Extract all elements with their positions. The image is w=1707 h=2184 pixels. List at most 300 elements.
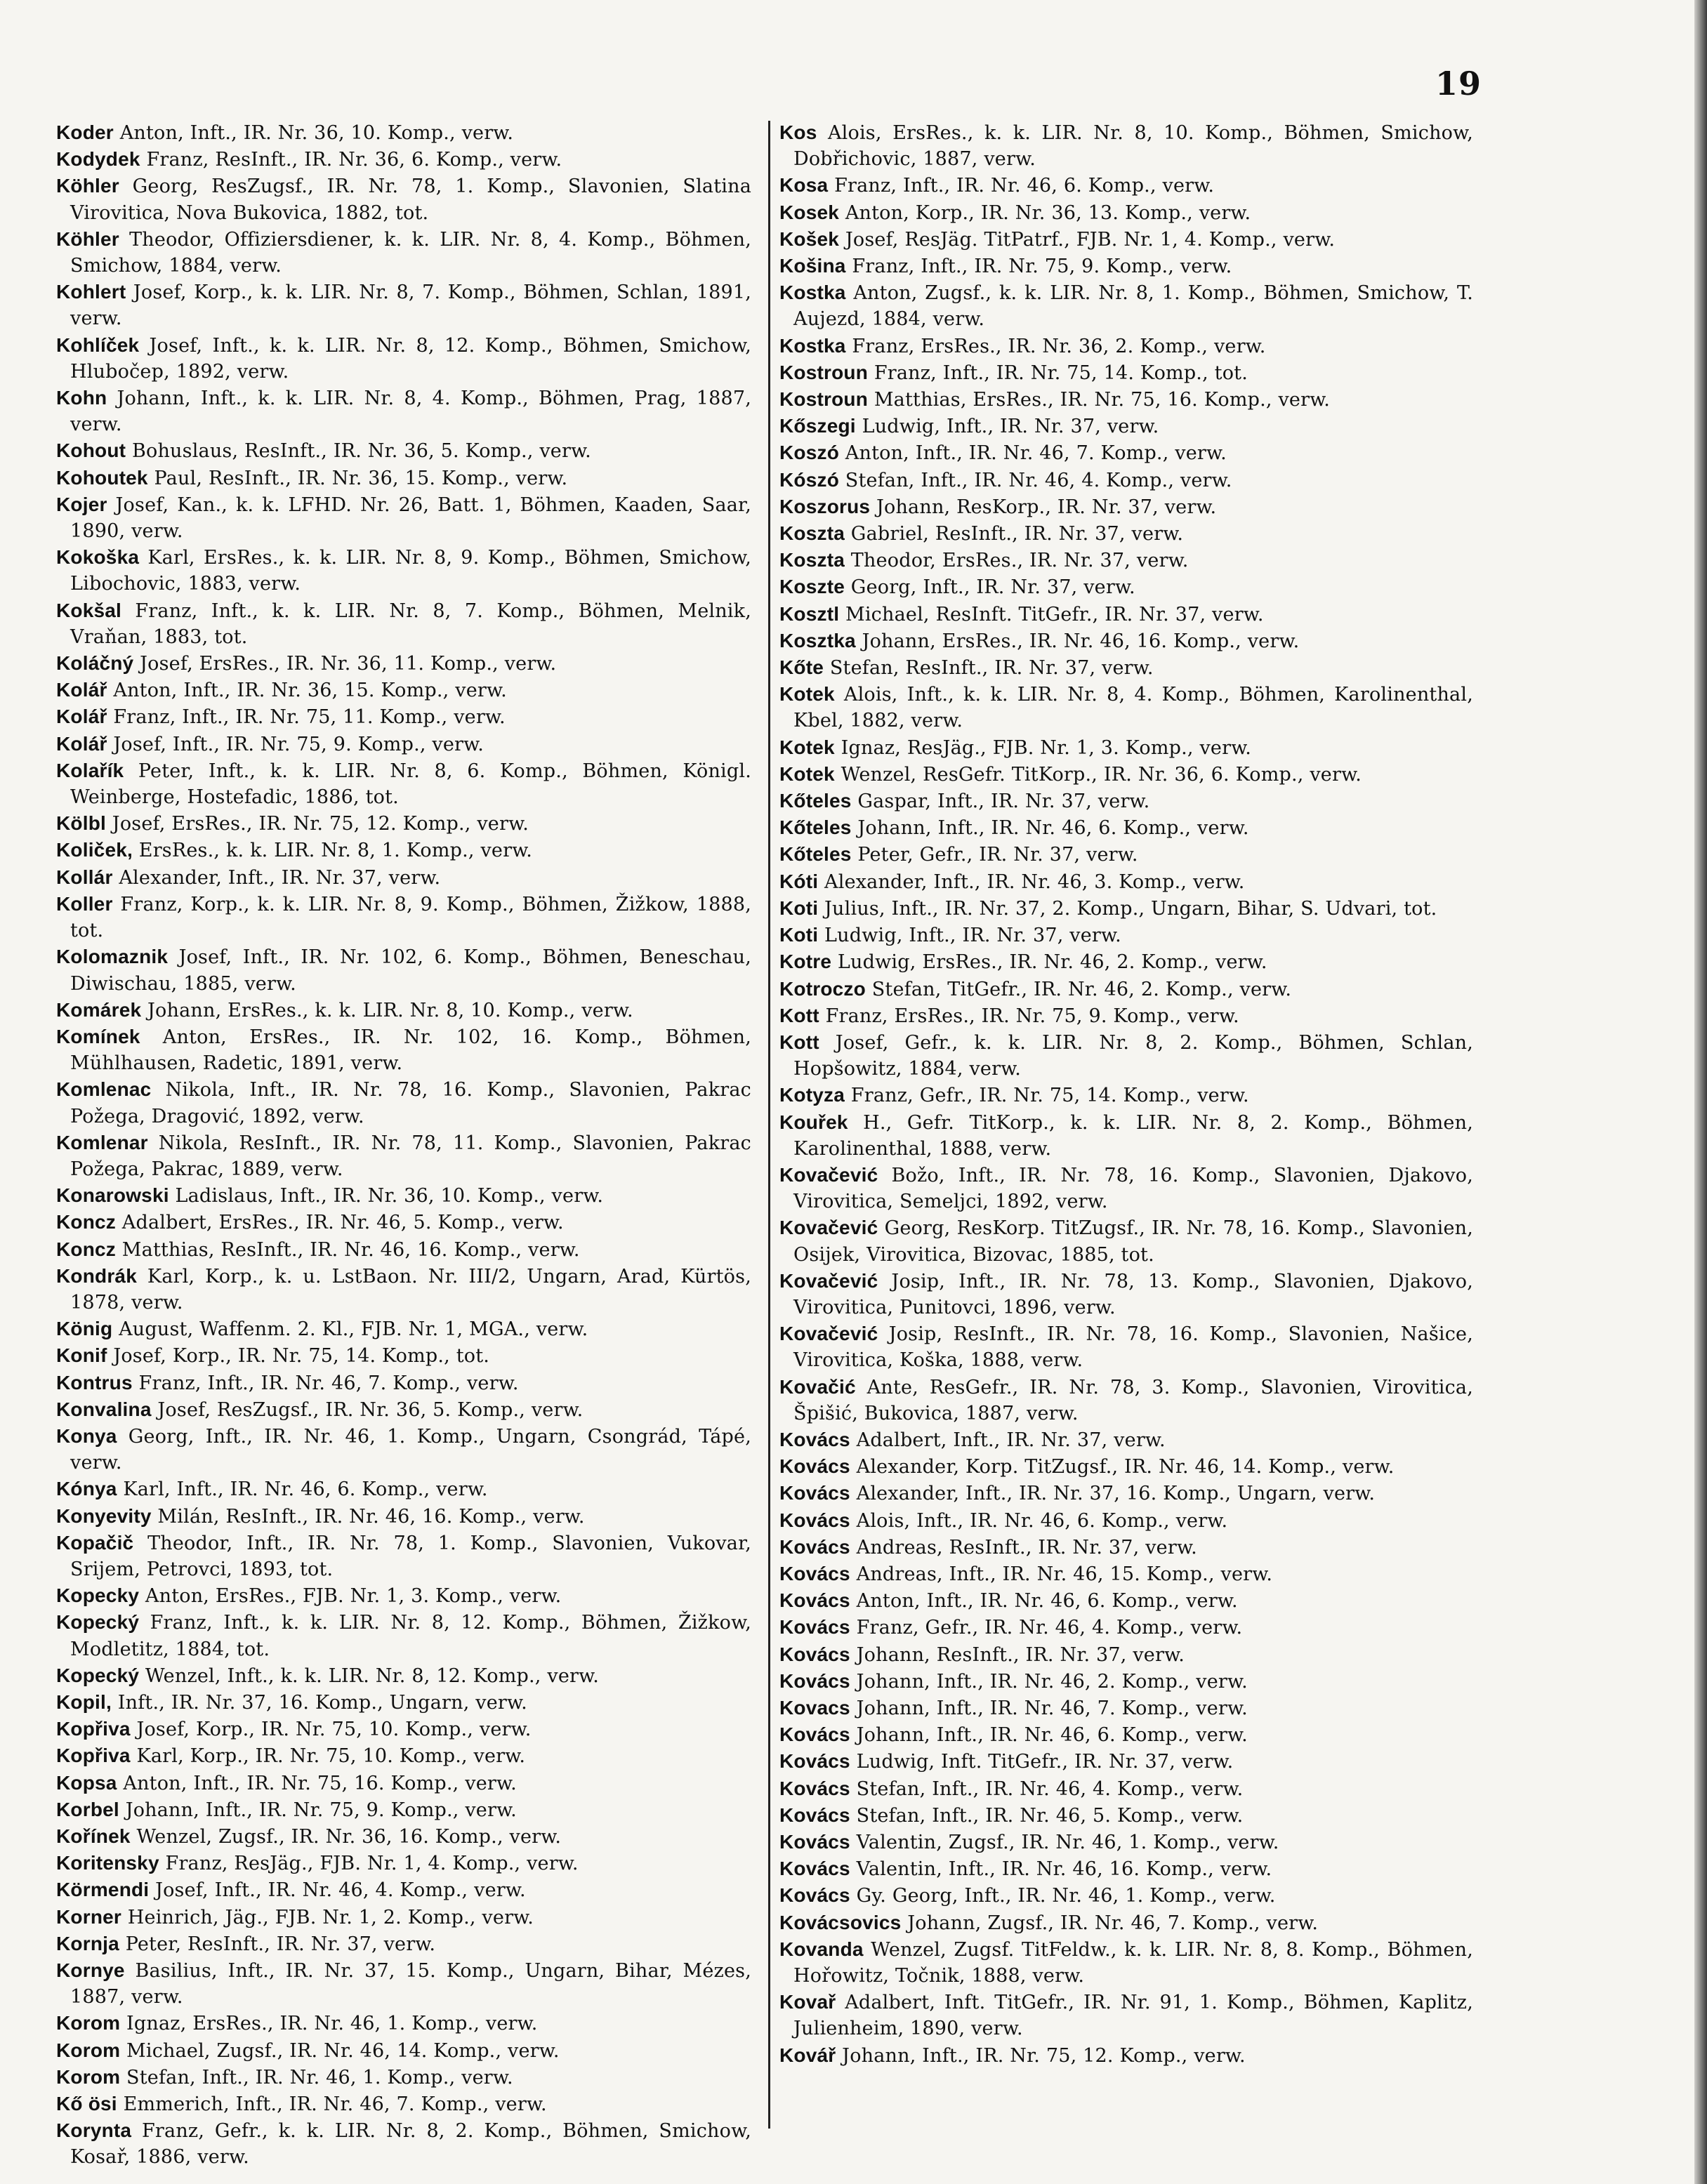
- entry-details: Stefan, ResInft., IR. Nr. 37, verw.: [829, 657, 1154, 680]
- entry-details: Alois, ErsRes., k. k. LIR. Nr. 8, 10. Komp., Böhmen, Smichow, Dobřichovic, 1887, verw.: [793, 122, 1473, 171]
- list-item: [779, 467, 1473, 494]
- entry-surname: Kovács: [779, 1669, 850, 1692]
- column-divider: [768, 121, 770, 2129]
- entry-details: Johann, Inft., IR. Nr. 46, 6. Komp., verw.: [857, 817, 1249, 840]
- entry-details: Johann, ErsRes., IR. Nr. 46, 16. Komp., verw.: [862, 630, 1300, 652]
- entry-details: Franz, Inft., k. k. LIR. Nr. 8, 12. Komp., Böhmen, Žižkow, Modletitz, 1884, tot.: [70, 1612, 751, 1660]
- entry-details: Josef, ErsRes., IR. Nr. 36, 11. Komp., verw.: [140, 653, 557, 675]
- entry-surname: Köhler: [56, 227, 119, 250]
- list-item: [779, 1029, 1473, 1082]
- entry-surname: Kovács: [779, 1858, 850, 1880]
- entry-surname: Kopsa: [56, 1771, 117, 1794]
- entry-surname: Korner: [56, 1905, 121, 1928]
- entry-details: Karl, Korp., IR. Nr. 75, 10. Komp., verw.: [136, 1745, 526, 1768]
- entry-surname: Kovács: [779, 1428, 850, 1450]
- entry-surname: Kovács: [779, 1804, 850, 1826]
- list-item: [56, 2037, 751, 2064]
- entry-surname: Kóti: [779, 870, 819, 892]
- entry-surname: Kovács: [779, 1723, 850, 1746]
- entry-details: Ludwig, Inft., IR. Nr. 37, verw.: [824, 925, 1121, 947]
- list-item: [779, 1374, 1473, 1427]
- entry-surname: Korom: [56, 2012, 121, 2034]
- list-item: [779, 1802, 1473, 1829]
- list-item: [56, 544, 751, 597]
- entry-details: Peter, Gefr., IR. Nr. 37, verw.: [857, 844, 1138, 866]
- list-item: [779, 976, 1473, 1002]
- entry-surname: Košina: [779, 255, 846, 277]
- list-item: [779, 1215, 1473, 1267]
- entry-surname: Kovačević: [779, 1269, 878, 1292]
- entry-surname: Kouřek: [779, 1111, 848, 1133]
- list-item: [779, 1668, 1473, 1695]
- entry-details: Ladislaus, Inft., IR. Nr. 36, 10. Komp., verw.: [175, 1185, 604, 1207]
- entry-details: Valentin, Inft., IR. Nr. 46, 16. Komp., verw.: [856, 1858, 1272, 1881]
- entry-surname: Kovař: [779, 1991, 836, 2013]
- list-item: [56, 465, 751, 491]
- entry-details: Josef, Gefr., k. k. LIR. Nr. 8, 2. Komp., Böhmen, Schlan, Hopšowitz, 1884, verw.: [793, 1031, 1473, 1080]
- entry-surname: Kopačič: [56, 1531, 134, 1554]
- entry-details: Alois, Inft., k. k. LIR. Nr. 8, 4. Komp., Böhmen, Karolinenthal, Kbel, 1882, verw.: [793, 684, 1473, 732]
- entry-surname: Kohlíček: [56, 333, 140, 356]
- list-item: [779, 253, 1473, 279]
- list-item: [779, 1507, 1473, 1534]
- entry-details: Josef, Kan., k. k. LFHD. Nr. 26, Batt. 1, Böhmen, Kaaden, Saar, 1890, verw.: [70, 494, 751, 543]
- entry-details: Anton, ErsRes., IR. Nr. 102, 16. Komp., Böhmen, Mühlhausen, Radetic, 1891, verw.: [70, 1026, 751, 1075]
- entry-details: Johann, Inft., IR. Nr. 46, 7. Komp., verw.: [856, 1697, 1248, 1719]
- list-item: [779, 601, 1473, 628]
- list-item: [779, 199, 1473, 226]
- list-item: [56, 731, 751, 757]
- left-column: [56, 119, 751, 2171]
- entry-details: Gaspar, Inft., IR. Nr. 37, verw.: [857, 790, 1150, 813]
- entry-surname: Kovačić: [779, 1375, 856, 1398]
- entry-surname: Kovács: [779, 1509, 850, 1531]
- entry-details: Ludwig, ErsRes., IR. Nr. 46, 2. Komp., verw.: [837, 951, 1267, 974]
- list-item: [56, 1024, 751, 1076]
- list-item: [779, 1721, 1473, 1748]
- entry-details: Franz, Gefr., IR. Nr. 75, 14. Komp., verw.: [850, 1085, 1249, 1107]
- entry-details: Bohuslaus, ResInft., IR. Nr. 36, 5. Komp., verw.: [131, 440, 591, 463]
- entry-surname: Kovács: [779, 1562, 850, 1584]
- entry-surname: Kolář: [56, 732, 107, 755]
- list-item: [779, 2042, 1473, 2069]
- entry-surname: Kohoutek: [56, 466, 148, 489]
- list-item: [56, 146, 751, 173]
- entry-surname: Korom: [56, 2065, 121, 2088]
- entry-surname: Koncz: [56, 1238, 116, 1260]
- entry-details: Gy. Georg, Inft., IR. Nr. 46, 1. Komp., verw.: [856, 1885, 1276, 1907]
- entry-surname: Konarowski: [56, 1184, 169, 1207]
- entry-details: Julius, Inft., IR. Nr. 37, 2. Komp., Ungarn, Bihar, S. Udvari, tot.: [824, 897, 1437, 920]
- entry-details: Franz, Inft., IR. Nr. 75, 11. Komp., verw.: [113, 706, 506, 729]
- entry-surname: Kotre: [779, 951, 832, 973]
- entry-surname: Kodydek: [56, 148, 140, 171]
- entry-surname: Kornye: [56, 1959, 125, 1982]
- list-item: [779, 386, 1473, 413]
- entry-surname: Kovačević: [779, 1163, 878, 1186]
- entry-surname: Kovács: [779, 1455, 850, 1478]
- list-item: [56, 1396, 751, 1423]
- list-item: [56, 757, 751, 810]
- list-item: [779, 628, 1473, 654]
- list-item: [779, 1427, 1473, 1453]
- entry-details: Adalbert, ErsRes., IR. Nr. 46, 5. Komp., verw.: [121, 1212, 564, 1234]
- entry-surname: Koti: [779, 896, 819, 919]
- entry-surname: Kostroun: [779, 388, 869, 411]
- entry-details: Wenzel, Zugsf. TitFeldw., k. k. LIR. Nr. 8, 8. Komp., Böhmen, Hořowitz, Točnik, 1888, verw.: [793, 1938, 1473, 1987]
- entry-details: Heinrich, Jäg., FJB. Nr. 1, 2. Komp., verw.: [127, 1906, 534, 1928]
- entry-details: Franz, Inft., k. k. LIR. Nr. 8, 7. Komp., Böhmen, Melnik, Vraňan, 1883, tot.: [70, 600, 751, 648]
- entry-surname: Kosek: [779, 201, 840, 223]
- list-item: [779, 681, 1473, 734]
- list-item: [779, 226, 1473, 253]
- list-item: [56, 1662, 751, 1689]
- entry-surname: Kotek: [779, 683, 835, 706]
- entry-details: Michael, ResInft. TitGefr., IR. Nr. 37, verw.: [845, 603, 1264, 626]
- entry-surname: Kovačević: [779, 1217, 878, 1239]
- entry-surname: Kovář: [779, 2044, 836, 2066]
- entry-surname: Kohn: [56, 387, 107, 409]
- entry-details: Franz, Inft., IR. Nr. 75, 9. Komp., verw.: [852, 256, 1232, 278]
- list-item: [779, 922, 1473, 948]
- entry-details: Johann, Inft., IR. Nr. 75, 9. Komp., verw.: [125, 1799, 517, 1821]
- entry-details: Anton, Korp., IR. Nr. 36, 13. Komp., verw.: [845, 201, 1251, 224]
- list-item: [56, 1904, 751, 1931]
- list-item: [779, 1453, 1473, 1480]
- entry-surname: Koszorus: [779, 495, 871, 517]
- list-item: [779, 814, 1473, 841]
- entry-surname: Komlenac: [56, 1078, 152, 1101]
- entry-surname: Kos: [779, 121, 817, 143]
- entry-details: Josef, ErsRes., IR. Nr. 75, 12. Komp., verw.: [112, 813, 529, 835]
- entry-details: Johann, ErsRes., k. k. LIR. Nr. 8, 10. Komp., verw.: [147, 999, 633, 1021]
- entry-surname: Kopecky: [56, 1584, 140, 1607]
- list-item: [56, 1209, 751, 1236]
- list-item: [56, 2117, 751, 2170]
- entry-details: Franz, ErsRes., IR. Nr. 36, 2. Komp., verw.: [852, 335, 1266, 357]
- entry-details: Josip, Inft., IR. Nr. 78, 13. Komp., Slavonien, Djakovo, Virovitica, Punitovci, 1896, verw.: [793, 1270, 1473, 1318]
- list-item: [56, 1503, 751, 1530]
- list-item: [56, 1582, 751, 1609]
- list-item: [56, 1931, 751, 1957]
- entry-surname: Kořínek: [56, 1825, 131, 1847]
- entry-surname: Koder: [56, 121, 114, 143]
- entry-details: Theodor, ErsRes., IR. Nr. 37, verw.: [850, 550, 1189, 572]
- entry-surname: Kőteles: [779, 790, 852, 812]
- entry-details: Georg, Inft., IR. Nr. 37, verw.: [850, 576, 1135, 599]
- entry-details: Alexander, Korp. TitZugsf., IR. Nr. 46, 14. Komp., verw.: [856, 1456, 1395, 1478]
- entry-details: Stefan, TitGefr., IR. Nr. 46, 2. Komp., verw.: [871, 978, 1292, 1000]
- entry-surname: Kopřiva: [56, 1718, 131, 1740]
- entry-surname: Konvalina: [56, 1398, 152, 1420]
- list-item: [779, 1561, 1473, 1587]
- entry-details: Stefan, Inft., IR. Nr. 46, 1. Komp., verw.: [126, 2066, 513, 2089]
- list-item: [779, 1614, 1473, 1641]
- page-edge-shadow: [1694, 0, 1707, 2184]
- list-item: [56, 1182, 751, 1209]
- entry-surname: Komlenar: [56, 1131, 148, 1153]
- list-item: [56, 1770, 751, 1796]
- entry-surname: Kovács: [779, 1482, 850, 1504]
- entry-surname: Kőte: [779, 656, 824, 679]
- entry-details: Josef, Inft., IR. Nr. 75, 9. Komp., verw.: [113, 733, 485, 755]
- list-item: [779, 333, 1473, 359]
- list-item: [56, 226, 751, 279]
- entry-details: Johann, ResKorp., IR. Nr. 37, verw.: [876, 496, 1217, 518]
- entry-surname: Konyevity: [56, 1504, 152, 1527]
- entry-surname: Kovács: [779, 1750, 850, 1773]
- entry-surname: Konif: [56, 1344, 107, 1367]
- entry-details: Valentin, Zugsf., IR. Nr. 46, 1. Komp., verw.: [856, 1832, 1279, 1853]
- entry-details: Josef, Korp., IR. Nr. 75, 10. Komp., verw.: [136, 1719, 532, 1741]
- entry-details: Matthias, ErsRes., IR. Nr. 75, 16. Komp., verw.: [874, 389, 1331, 411]
- entry-details: August, Waffenm. 2. Kl., FJB. Nr. 1, MGA., verw.: [119, 1318, 588, 1341]
- list-item: [56, 1076, 751, 1129]
- list-item: [779, 1855, 1473, 1882]
- entry-surname: Kopecký: [56, 1664, 140, 1686]
- entry-surname: Kovacs: [779, 1696, 850, 1719]
- entry-surname: Korom: [56, 2039, 121, 2061]
- entry-details: ErsRes., k. k. LIR. Nr. 8, 1. Komp., verw.: [138, 840, 533, 862]
- entry-details: Peter, ResInft., IR. Nr. 37, verw.: [125, 1933, 436, 1955]
- entry-details: Franz, Inft., IR. Nr. 46, 6. Komp., verw.: [834, 175, 1215, 197]
- entry-surname: Kopřiva: [56, 1745, 131, 1767]
- list-item: [56, 864, 751, 891]
- entry-surname: Kolomaznik: [56, 946, 169, 968]
- list-item: [779, 1775, 1473, 1802]
- entry-details: Anton, Inft., IR. Nr. 75, 16. Komp., verw.: [123, 1772, 517, 1794]
- list-item: [779, 1989, 1473, 2041]
- entry-details: Anton, ErsRes., FJB. Nr. 1, 3. Komp., verw.: [145, 1585, 562, 1608]
- list-item: [56, 1689, 751, 1716]
- list-item: [56, 1877, 751, 1903]
- entry-details: Andreas, ResInft., IR. Nr. 37, verw.: [856, 1536, 1197, 1558]
- entry-surname: Koncz: [56, 1211, 116, 1233]
- list-item: [779, 439, 1473, 466]
- entry-details: Adalbert, Inft., IR. Nr. 37, verw.: [856, 1429, 1166, 1451]
- entry-details: Josef, Korp., k. k. LIR. Nr. 8, 7. Komp., Böhmen, Schlan, 1891, verw.: [70, 282, 751, 330]
- entry-surname: Koszó: [779, 442, 839, 464]
- entry-surname: Konya: [56, 1424, 117, 1447]
- entry-surname: Košek: [779, 227, 840, 250]
- entry-details: Stefan, Inft., IR. Nr. 46, 4. Komp., verw.: [845, 469, 1232, 491]
- entry-details: Ludwig, Inft. TitGefr., IR. Nr. 37, verw.: [856, 1751, 1234, 1773]
- entry-surname: Kokšal: [56, 599, 122, 621]
- entry-surname: Kovács: [779, 1884, 850, 1907]
- list-item: [779, 654, 1473, 681]
- list-item: [779, 1748, 1473, 1775]
- entry-surname: Koti: [779, 924, 819, 946]
- list-item: [56, 119, 751, 146]
- entry-details: Alois, Inft., IR. Nr. 46, 6. Komp., verw.: [856, 1509, 1228, 1532]
- entry-surname: Kostka: [779, 334, 846, 357]
- entry-surname: Kovács: [779, 1777, 850, 1799]
- entry-surname: Kőteles: [779, 816, 852, 839]
- entry-details: Anton, Inft., IR. Nr. 36, 15. Komp., verw.: [113, 680, 507, 702]
- entry-details: Ignaz, ErsRes., IR. Nr. 46, 1. Komp., verw.: [126, 2013, 538, 2035]
- entry-details: Franz, Gefr., IR. Nr. 46, 4. Komp., verw.: [856, 1617, 1243, 1639]
- list-item: [56, 703, 751, 730]
- entry-details: Josef, Inft., IR. Nr. 102, 6. Komp., Böhmen, Beneschau, Diwischau, 1885, verw.: [70, 946, 751, 995]
- entry-details: Stefan, Inft., IR. Nr. 46, 5. Komp., verw.: [856, 1804, 1244, 1827]
- entry-surname: Koláčný: [56, 652, 134, 675]
- list-item: [779, 1910, 1473, 1936]
- page-number: 19: [1435, 65, 1482, 102]
- entry-surname: Kolařík: [56, 759, 124, 781]
- list-item: [779, 1882, 1473, 1909]
- list-item: [779, 1002, 1473, 1029]
- entry-details: Josef, ResJäg. TitPatrf., FJB. Nr. 1, 4. Komp., verw.: [845, 228, 1336, 251]
- entry-surname: Koller: [56, 892, 113, 915]
- list-item: [56, 173, 751, 225]
- entry-details: Alexander, Inft., IR. Nr. 46, 3. Komp., verw.: [824, 871, 1245, 893]
- entry-details: Josip, ResInft., IR. Nr. 78, 16. Komp., Slavonien, Našice, Virovitica, Koška, 1888, verw.: [793, 1323, 1473, 1372]
- list-item: [779, 172, 1473, 199]
- entry-surname: Koszta: [779, 549, 845, 571]
- list-item: [56, 437, 751, 464]
- list-item: [779, 948, 1473, 975]
- list-item: [56, 1957, 751, 2010]
- entry-surname: Kopil,: [56, 1690, 112, 1713]
- list-item: [56, 597, 751, 650]
- entry-surname: Kolář: [56, 679, 107, 701]
- list-item: [56, 810, 751, 837]
- list-item: [779, 1162, 1473, 1215]
- list-item: [56, 1263, 751, 1316]
- list-item: [56, 1236, 751, 1263]
- list-item: [779, 895, 1473, 922]
- entry-surname: Kónya: [56, 1478, 117, 1500]
- list-item: [56, 385, 751, 437]
- entry-details: Franz, Gefr., k. k. LIR. Nr. 8, 2. Komp., Böhmen, Smichow, Kosař, 1886, verw.: [70, 2120, 751, 2169]
- entry-surname: Körmendi: [56, 1879, 150, 1901]
- list-item: [779, 1829, 1473, 1855]
- entry-details: Nikola, Inft., IR. Nr. 78, 16. Komp., Slavonien, Pakrac Požega, Dragović, 1892, verw.: [70, 1079, 751, 1127]
- entry-surname: Kőszegi: [779, 415, 856, 437]
- entry-surname: Koritensky: [56, 1852, 159, 1874]
- entry-details: Anton, Inft., IR. Nr. 46, 6. Komp., verw.: [856, 1590, 1238, 1613]
- list-item: [56, 2091, 751, 2117]
- list-item: [56, 677, 751, 703]
- entry-details: Josef, ResZugsf., IR. Nr. 36, 5. Komp., verw.: [157, 1398, 584, 1421]
- entry-details: Peter, Inft., k. k. LIR. Nr. 8, 6. Komp., Böhmen, Königl. Weinberge, Hostefadic, 1886, tot.: [70, 760, 751, 809]
- entry-details: Johann, Inft., k. k. LIR. Nr. 8, 4. Komp., Böhmen, Prag, 1887, verw.: [70, 388, 751, 436]
- entry-surname: Kokoška: [56, 546, 140, 569]
- list-item: [56, 891, 751, 944]
- list-item: [779, 788, 1473, 814]
- entry-surname: Kornja: [56, 1932, 119, 1954]
- list-item: [56, 1130, 751, 1182]
- entry-details: Božo, Inft., IR. Nr. 78, 16. Komp., Slavonien, Djakovo, Virovitica, Semeljci, 1892, verw.: [793, 1164, 1473, 1213]
- entry-surname: Kott: [779, 1031, 819, 1053]
- entry-details: Ignaz, ResJäg., FJB. Nr. 1, 3. Komp., verw.: [841, 736, 1252, 759]
- list-item: [56, 1850, 751, 1877]
- entry-details: Johann, Inft., IR. Nr. 46, 6. Komp., verw.: [856, 1724, 1248, 1747]
- list-item: [56, 1530, 751, 1582]
- entry-surname: Komárek: [56, 998, 142, 1021]
- entry-surname: Kohout: [56, 439, 126, 462]
- entry-surname: Kovács: [779, 1831, 850, 1853]
- list-item: [779, 574, 1473, 600]
- entry-details: Wenzel, Inft., k. k. LIR. Nr. 8, 12. Komp., verw.: [145, 1665, 599, 1687]
- entry-details: Alexander, Inft., IR. Nr. 37, verw.: [119, 866, 441, 889]
- entry-details: Basilius, Inft., IR. Nr. 37, 15. Komp., Ungarn, Bihar, Mézes, 1887, verw.: [70, 1960, 751, 2008]
- entry-details: H., Gefr. TitKorp., k. k. LIR. Nr. 8, 2. Komp., Böhmen, Karolinenthal, 1888, verw.: [793, 1111, 1473, 1160]
- entry-details: Georg, ResKorp. TitZugsf., IR. Nr. 78, 16. Komp., Slavonien, Osijek, Virovitica, Bizovac, 1885, tot.: [793, 1217, 1473, 1266]
- right-column: [779, 119, 1473, 2069]
- entry-details: Gabriel, ResInft., IR. Nr. 37, verw.: [850, 523, 1184, 545]
- list-item: [779, 520, 1473, 547]
- list-item: [56, 1609, 751, 1662]
- entry-surname: Kotroczo: [779, 977, 866, 1000]
- entry-details: Nikola, ResInft., IR. Nr. 78, 11. Komp., Slavonien, Pakrac Požega, Pakrac, 1889, verw.: [70, 1132, 751, 1180]
- entry-details: Josef, Korp., IR. Nr. 75, 14. Komp., tot.: [113, 1345, 490, 1368]
- list-item: [56, 1742, 751, 1769]
- entry-details: Paul, ResInft., IR. Nr. 36, 15. Komp., verw.: [154, 467, 568, 489]
- entry-details: Georg, ResZugsf., IR. Nr. 78, 1. Komp., Slavonien, Slatina Virovitica, Nova Bukovica, 1882, tot.: [70, 176, 751, 224]
- entry-details: Anton, Inft., IR. Nr. 36, 10. Komp., verw.: [119, 122, 514, 144]
- entry-surname: Kovács: [779, 1589, 850, 1612]
- list-item: [779, 1695, 1473, 1721]
- entry-surname: Kovács: [779, 1643, 850, 1665]
- entry-surname: Kotyza: [779, 1084, 845, 1106]
- list-item: [779, 761, 1473, 788]
- entry-details: Franz, Korp., k. k. LIR. Nr. 8, 9. Komp., Böhmen, Žižkow, 1888, tot.: [70, 893, 751, 942]
- entry-surname: Korynta: [56, 2119, 132, 2142]
- list-item: [779, 1587, 1473, 1614]
- list-item: [779, 1641, 1473, 1668]
- list-item: [56, 650, 751, 677]
- entry-surname: Kopecký: [56, 1611, 140, 1634]
- entry-details: Matthias, ResInft., IR. Nr. 46, 16. Komp., verw.: [121, 1238, 580, 1261]
- list-item: [56, 491, 751, 544]
- entry-details: Michael, Zugsf., IR. Nr. 46, 14. Komp., verw.: [126, 2039, 560, 2062]
- entry-details: Theodor, Offiziersdiener, k. k. LIR. Nr. 8, 4. Komp., Böhmen, Smichow, 1884, verw.: [70, 228, 751, 277]
- entry-surname: Kostroun: [779, 361, 869, 383]
- entry-surname: Kosztka: [779, 629, 856, 651]
- entry-details: Stefan, Inft., IR. Nr. 46, 4. Komp., verw.: [856, 1778, 1244, 1800]
- entry-surname: Kotek: [779, 736, 835, 758]
- entry-details: Johann, ResInft., IR. Nr. 37, verw.: [856, 1643, 1185, 1666]
- list-item: [779, 1936, 1473, 1989]
- entry-surname: Kojer: [56, 493, 107, 515]
- list-item: [56, 2010, 751, 2037]
- list-item: [56, 279, 751, 331]
- entry-surname: König: [56, 1318, 113, 1340]
- entry-details: Franz, ResJäg., FJB. Nr. 1, 4. Komp., verw.: [165, 1853, 579, 1875]
- entry-surname: Kostka: [779, 282, 846, 304]
- entry-details: Ludwig, Inft., IR. Nr. 37, verw.: [862, 416, 1159, 438]
- entry-details: Karl, ErsRes., k. k. LIR. Nr. 8, 9. Komp., Böhmen, Smichow, Libochovic, 1883, verw.: [70, 547, 751, 595]
- entry-details: Franz, ResInft., IR. Nr. 36, 6. Komp., verw.: [146, 149, 562, 171]
- list-item: [56, 1316, 751, 1342]
- entry-details: Johann, Inft., IR. Nr. 75, 12. Komp., verw.: [842, 2044, 1246, 2067]
- entry-surname: Koszta: [779, 522, 845, 545]
- entry-details: Josef, Inft., k. k. LIR. Nr. 8, 12. Komp., Böhmen, Smichow, Hlubočep, 1892, verw.: [70, 334, 751, 383]
- entry-details: Georg, Inft., IR. Nr. 46, 1. Komp., Ungarn, Csongrád, Tápé, verw.: [70, 1425, 751, 1474]
- list-item: [56, 944, 751, 996]
- list-item: [779, 1109, 1473, 1162]
- entry-surname: Kovács: [779, 1616, 850, 1639]
- entry-surname: Kovács: [779, 1535, 850, 1558]
- list-item: [779, 1480, 1473, 1507]
- entry-surname: Kószó: [779, 468, 839, 491]
- entry-surname: Komínek: [56, 1025, 140, 1047]
- list-item: [779, 1534, 1473, 1561]
- list-item: [56, 1342, 751, 1369]
- entry-surname: Kő ösi: [56, 2093, 117, 2115]
- entry-details: Ante, ResGefr., IR. Nr. 78, 3. Komp., Slavonien, Virovitica, Špišić, Bukovica, 1887, verw.: [793, 1376, 1473, 1424]
